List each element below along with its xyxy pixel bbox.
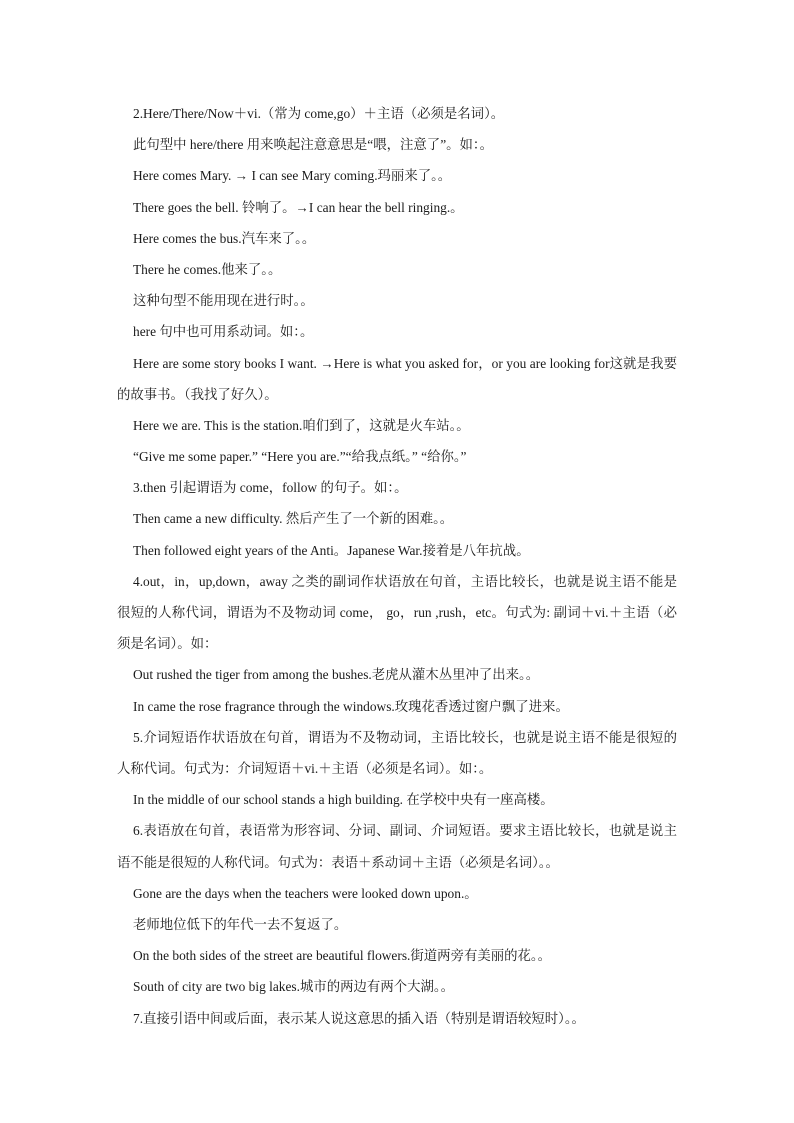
text-line: There he comes.他来了。。 [133,261,282,277]
text-line: 7.直接引语中间或后面，表示某人说这意思的插入语（特别是谓语较短时）。。 [133,1010,585,1026]
text-line: Here comes Mary. → I can see Mary coming.玛丽来了。。 [133,168,452,184]
text-line: 这种句型不能用现在进行时。。 [133,293,314,309]
text-line: On the both sides of the street are beautiful flowers.街道两旁有美丽的花。。 [133,948,551,964]
text-line: Gone are the days when the teachers were looked down upon.。 [133,885,478,901]
text-line: 2.Here/There/Now＋vi.（常为 come,go）＋主语（必须是名词）。 [133,106,505,121]
text-line: 5.介词短语作状语放在句首，谓语为不及物动词，主语比较长，也就是说主语不能是很短的人称代词。句式为：介词短语＋vi.＋主语（必须是名词）。如：。 [117,729,677,777]
text-line: 3.then 引起谓语为 come，follow 的句子。如：。 [133,480,408,496]
text-line: 此句型中 here/there 用来唤起注意意思是“喂，注意了”。如：。 [133,137,493,153]
text-line: 老师地位低下的年代一去不复返了。 [133,917,348,933]
text-line: 6.表语放在句首，表语常为形容词、分词、副词、介词短语。要求主语比较长，也就是说主语不能是很短的人称代词。句式为：表语＋系动词＋主语（必须是名词）。。 [117,823,677,870]
text-line: “Give me some paper.” “Here you are.”“给我点纸。” “给你。” [133,449,467,465]
text-line: Here are some story books I want. →Here is what you asked for，or you are looking for这就是我要的故事书。（我找了好久）。 [117,355,677,402]
text-line: Here comes the bus.汽车来了。。 [133,230,316,246]
text-line: Then followed eight years of the Anti。Japanese War.接着是八年抗战。 [133,542,530,558]
text-line: 4.out，in，up,down，away 之类的副词作状语放在句首，主语比较长，也就是说主语不能是很短的人称代词，谓语为不及物动词 come， go，run ,rush，etc。句式为: 副词＋vi.＋主语（必须是名词）。如： [117,573,677,652]
text-line: South of city are two big lakes.城市的两边有两个大湖。。 [133,979,454,995]
text-line: here 句中也可用系动词。如：。 [133,324,314,340]
document-body [117,98,677,1034]
text-line: Then came a new difficulty. 然后产生了一个新的困难。。 [133,511,454,527]
text-line: There goes the bell. 铃响了。→I can hear the bell ringing.。 [133,199,464,215]
text-line: In the middle of our school stands a high building. 在学校中央有一座高楼。 [133,792,554,808]
text-line: Out rushed the tiger from among the bushes.老虎从灌木丛里冲了出来。。 [133,667,540,683]
text-line: In came the rose fragrance through the windows.玫瑰花香透过窗户飘了进来。 [133,698,569,714]
text-line: Here we are. This is the station.咱们到了，这就是火车站。。 [133,417,470,433]
